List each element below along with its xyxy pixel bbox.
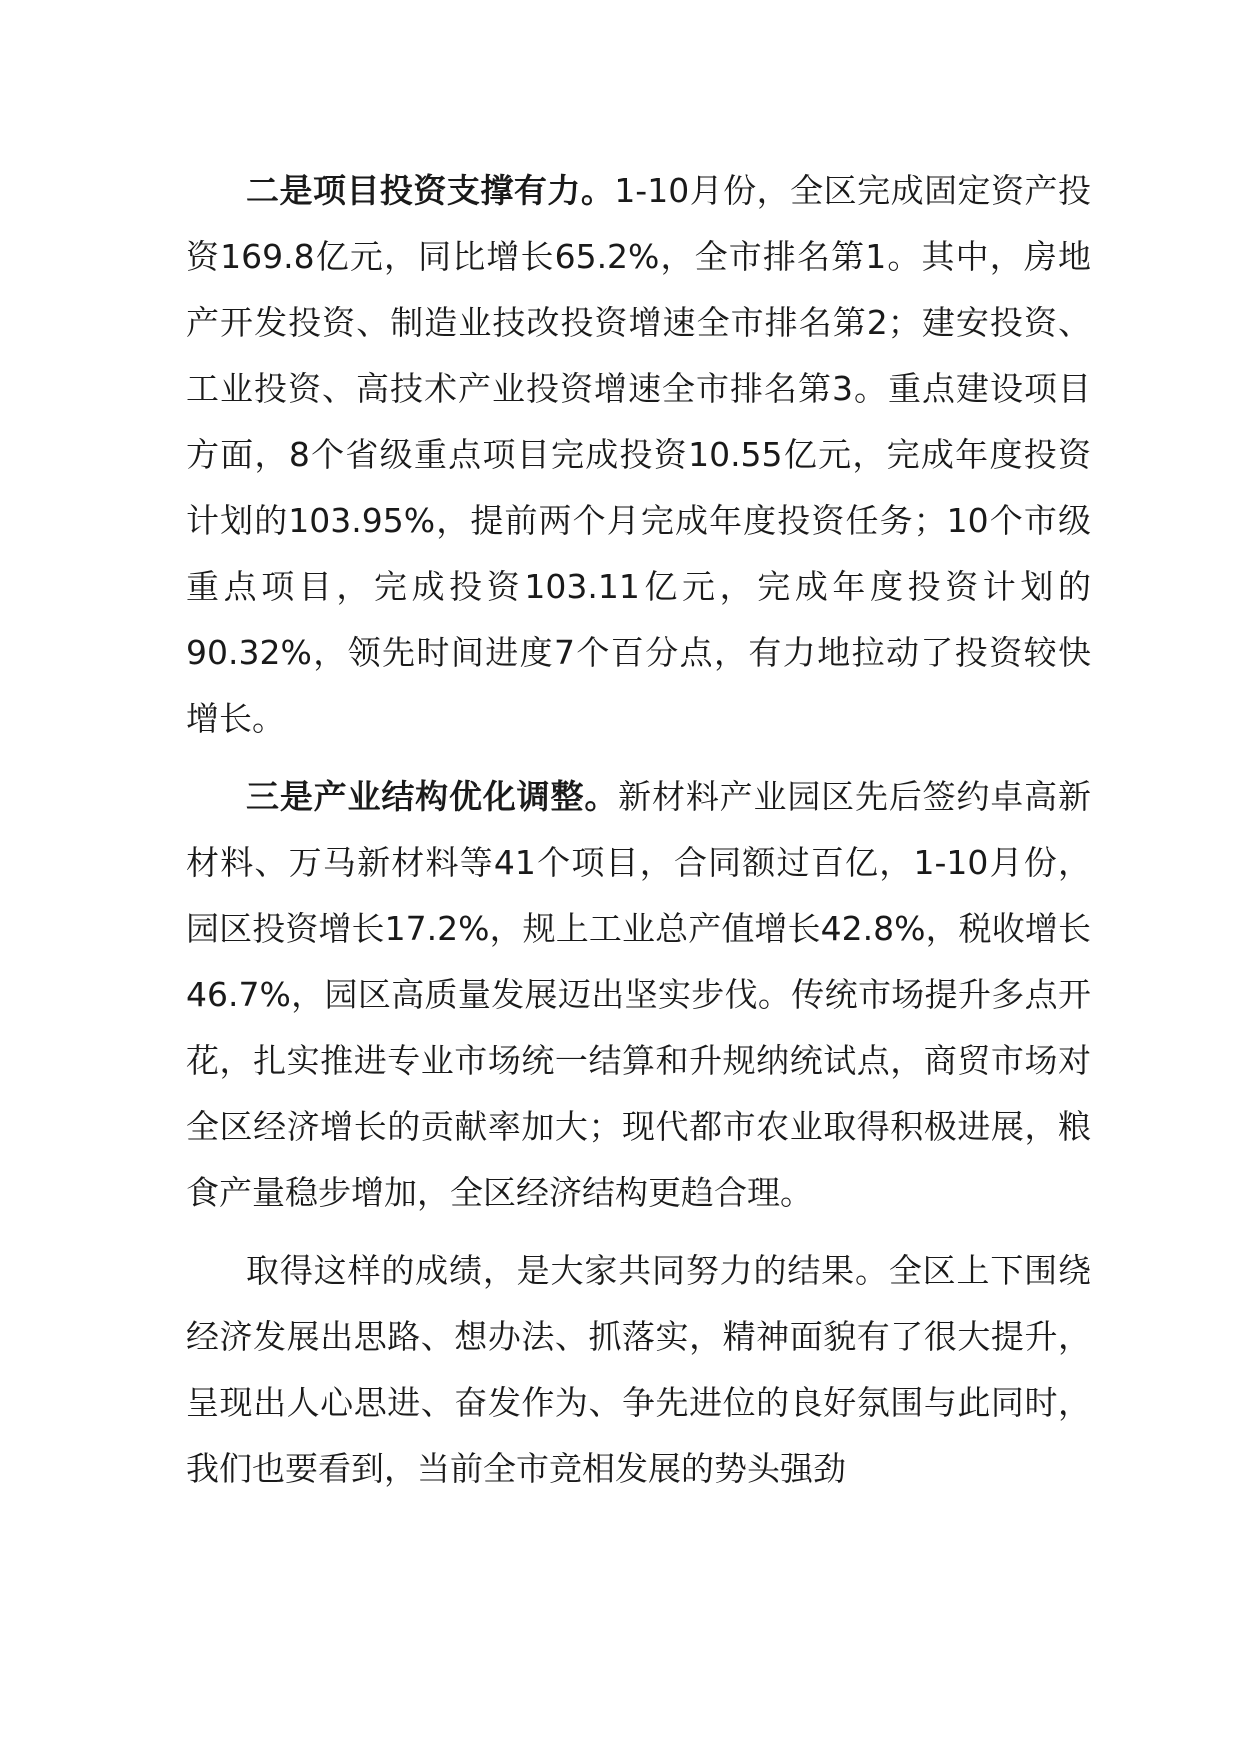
paragraph-text: 新材料产业园区先后签约卓高新材料、万马新材料等41个项目，合同额过百亿，1-10月份，园区投资增长17.2%，规上工业总产值增长42.8%，税收增长46.7%，园区高质量发展迈出坚实步伐。传统市场提升多点开花，扎实推进专业市场统一结算和升规纳统试点，商贸市场对全区经济增长的贡献率加大；现代都市农业取得积极进展，粮食产量稳步增加，全区经济结构更趋合理。 — [186, 777, 1092, 1212]
paragraph-achievements — [186, 1238, 1091, 1502]
paragraph-text: 取得这样的成绩，是大家共同努力的结果。全区上下围绕经济发展出思路、想办法、抓落实，精神面貌有了很大提升，呈现出人心思进、奋发作为、争先进位的良好氛围与此同时，我们也要看到，当前全市竞相发展的势头强劲 — [186, 1251, 1091, 1488]
paragraph-lead: 二是项目投资支撑有力。 — [246, 171, 615, 210]
document-body — [186, 158, 1091, 1514]
paragraph-lead: 三是产业结构优化调整。 — [246, 777, 619, 816]
paragraph-industrial-structure — [186, 764, 1091, 1226]
paragraph-project-investment — [186, 158, 1091, 752]
paragraph-text: 1-10月份，全区完成固定资产投资169.8亿元，同比增长65.2%，全市排名第1。其中，房地产开发投资、制造业技改投资增速全市排名第2；建安投资、工业投资、高技术产业投资增速全市排名第3。重点建设项目方面，8个省级重点项目完成投资10.55亿元，完成年度投资计划的103.95%，提前两个月完成年度投资任务；10个市级重点项目，完成投资103.11亿元，完成年度投资计划的90.32%，领先时间进度7个百分点，有力地拉动了投资较快增长。 — [186, 171, 1091, 738]
